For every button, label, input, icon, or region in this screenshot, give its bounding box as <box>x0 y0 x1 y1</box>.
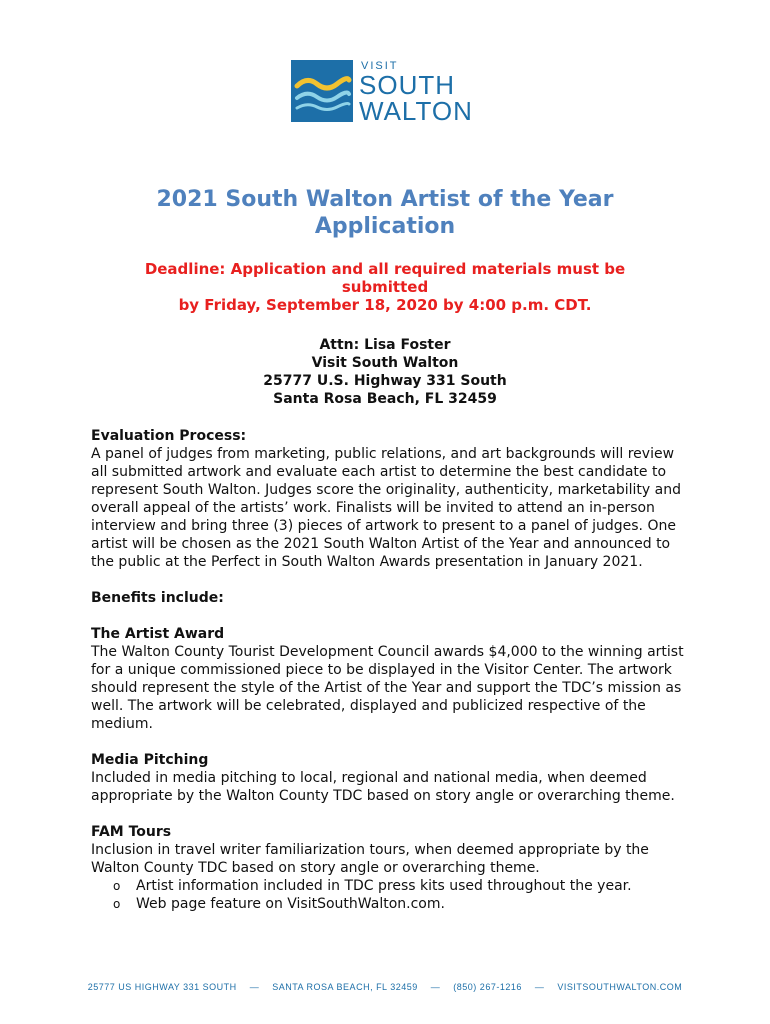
visit-south-walton-logo <box>291 60 481 124</box>
logo-south-text: SOUTH <box>359 70 455 100</box>
bullet-marker-icon: o <box>113 897 121 911</box>
logo-walton-text: WALTON <box>359 96 473 126</box>
footer-website: VISITSOUTHWALTON.COM <box>557 982 683 992</box>
benefits-heading: Benefits include: <box>91 590 224 606</box>
page-title <box>60 186 710 240</box>
address-attn: Attn: Lisa Foster <box>319 337 451 353</box>
title-line-1: 2021 South Walton Artist of the Year <box>156 187 614 212</box>
list-item: o Web page feature on VisitSouthWalton.com. <box>113 896 445 912</box>
address-street: 25777 U.S. Highway 331 South <box>263 373 507 389</box>
footer-city: SANTA ROSA BEACH, FL 32459 <box>272 982 418 992</box>
document-body <box>91 427 691 913</box>
deadline-line-1: Deadline: Application and all required materials must be <box>144 260 626 278</box>
artist-award-heading: The Artist Award <box>91 626 225 642</box>
deadline-notice <box>60 260 710 314</box>
fam-tours-heading: FAM Tours <box>91 824 172 840</box>
logo-visit-text: VISIT <box>361 60 399 72</box>
media-pitching-heading: Media Pitching <box>91 752 209 768</box>
address-city: Santa Rosa Beach, FL 32459 <box>273 391 497 407</box>
address-org: Visit South Walton <box>311 355 459 371</box>
evaluation-body: A panel of judges from marketing, public relations, and art backgrounds will review all submitted artwork and evaluate each artist to determine the best candidate to represent South Walton. Judges score the originality, authenticity, marketability and overall appeal of the artists’ work. Finalists will be invited to attend an in-person interview and bring three (3) pieces of artwork to present to a panel of judges. One artist will be chosen as the 2021 South Walton Artist of the Year and announced to the public at the Perfect in South Walton Awards presentation in January 2021. <box>91 446 681 570</box>
media-pitching-body: Included in media pitching to local, regional and national media, when deemed appropriate by the Walton County TDC based on story angle or overarching theme. <box>91 770 675 804</box>
list-item: o Artist information included in TDC press kits used throughout the year. <box>113 878 632 894</box>
mailing-address <box>60 336 710 408</box>
footer-separator: — <box>534 982 545 992</box>
title-line-2: Application <box>314 214 456 239</box>
fam-tours-body: Inclusion in travel writer familiarization tours, when deemed appropriate by the Walton County TDC based on story angle or overarching theme. <box>91 842 649 876</box>
wave-logo-icon <box>291 60 353 122</box>
bullet-marker-icon: o <box>113 879 121 893</box>
deadline-line-3: by Friday, September 18, 2020 by 4:00 p.m. CDT. <box>178 296 592 314</box>
footer-separator: — <box>249 982 260 992</box>
evaluation-heading: Evaluation Process: <box>91 428 247 444</box>
footer-address: 25777 US HIGHWAY 331 SOUTH <box>87 982 237 992</box>
fam-tours-bullet-list <box>91 877 691 913</box>
footer-separator: — <box>430 982 441 992</box>
deadline-line-2: submitted <box>341 278 429 296</box>
footer-phone: (850) 267-1216 <box>453 982 522 992</box>
artist-award-body: The Walton County Tourist Development Council awards $4,000 to the winning artist for a unique commissioned piece to be displayed in the Visitor Center. The artwork should represent the style of the Artist of the Year and support the TDC’s mission as well. The artwork will be celebrated, displayed and publicized respective of the medium. <box>91 644 684 732</box>
page-footer <box>60 982 710 992</box>
